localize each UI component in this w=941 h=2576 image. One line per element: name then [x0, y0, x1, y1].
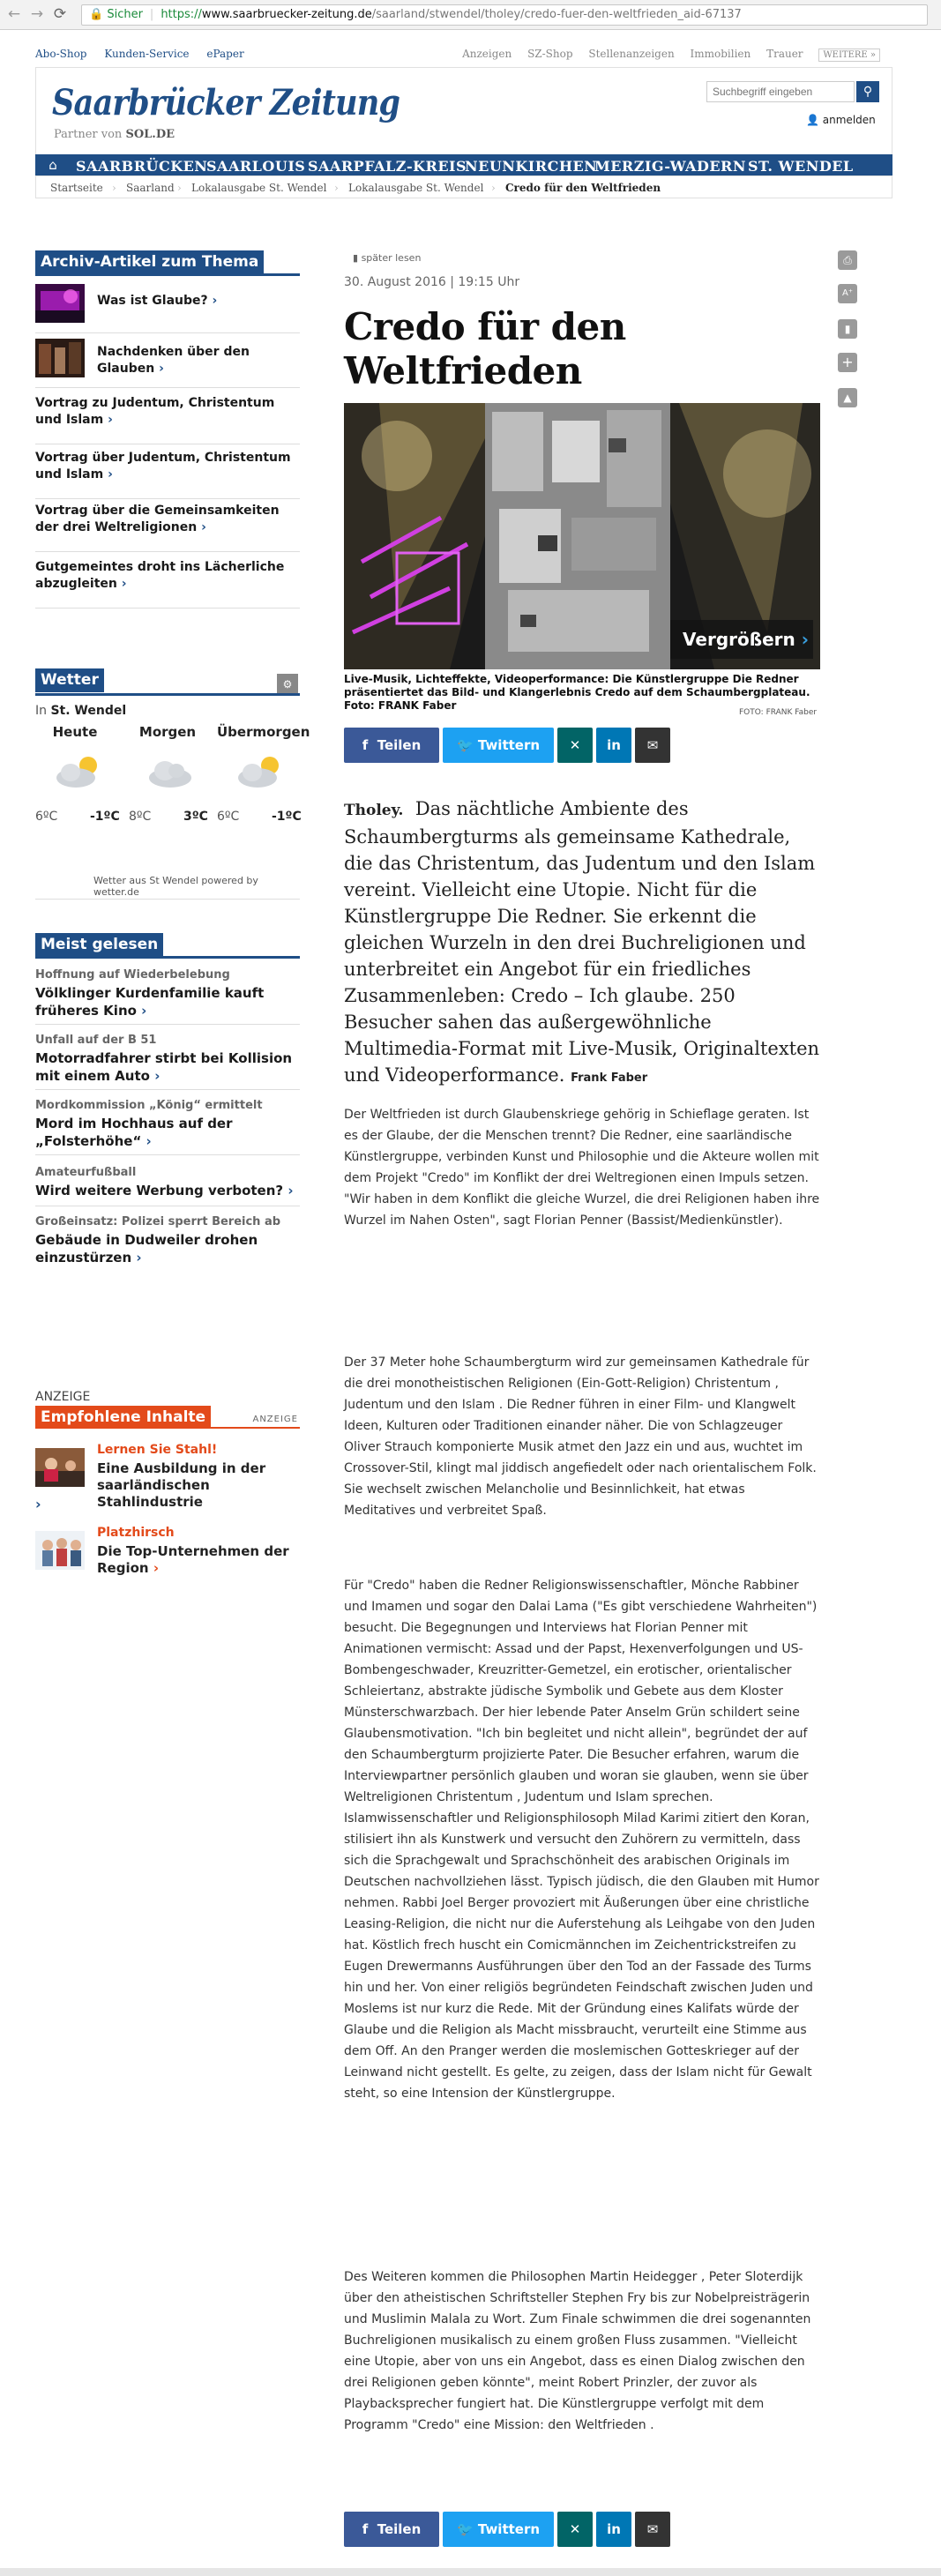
- epaper-link[interactable]: ePaper: [206, 48, 244, 60]
- archive-item-title: Vortrag über Judentum, Christentum und Islam: [35, 451, 291, 482]
- site-logo[interactable]: Saarbrücker Zeitung: [52, 82, 400, 123]
- nav-saarbruecken[interactable]: SAARBRÜCKEN: [76, 158, 208, 175]
- twitter-icon: 🐦: [456, 2521, 474, 2537]
- mail-share-button[interactable]: [635, 728, 670, 763]
- lock-icon: 🔒: [89, 8, 104, 21]
- mail-icon: ✉: [646, 737, 659, 753]
- crumb-current: Credo für den Weltfrieden: [505, 182, 661, 194]
- url-host: www.saarbruecker-zeitung.de: [201, 8, 372, 21]
- temp-min: 3ºC: [183, 810, 208, 824]
- promo-title-text: Die Top-Unternehmen der Region: [97, 1543, 289, 1576]
- home-icon[interactable]: ⌂: [49, 157, 57, 173]
- most-read-title: Wird weitere Werbung verboten?: [35, 1183, 284, 1198]
- article-lead: [344, 795, 820, 1092]
- most-read-item[interactable]: Mordkommission „König“ ermittelt Mord im Hochhaus auf der „Folsterhöhe“ ›: [35, 1097, 300, 1155]
- most-read-kicker: Amateurfußball: [35, 1166, 137, 1179]
- weather-location-prefix: In: [35, 704, 48, 718]
- archive-thumbnail: [35, 284, 85, 323]
- most-read-kicker: Unfall auf der B 51: [35, 1034, 157, 1047]
- search-icon: ⚲: [863, 85, 873, 99]
- image-caption: Live-Musik, Lichteffekte, Videoperformance: Die Künstlergruppe Die Redner präsentiertet das Bild- und Klangerlebnis Credo auf dem Schaumbergplateau. Foto: FRANK Faber: [344, 673, 810, 712]
- browser-toolbar: [0, 0, 941, 30]
- article-headline: Credo für den Weltfrieden: [344, 305, 626, 392]
- article-paragraph: Des Weiteren kommen die Philosophen Martin Heidegger , Peter Sloterdijk über den atheistischen Schriftsteller Stephen Fry bis zur Nobelpreisträgerin und Muslimin Malala zu Wort. Zum Finale schwimmen die drei sogenannten Buchreligionen musikalisch zu einem großen Fluss zusammen. "Vielleicht eine Utopie, aber von uns ein Angebot, dass es einen Dialog zwischen den drei Religionen geben könnte", meint Robert Prinzler, der zuvor als Playbacksprecher fungiert hat. Die Künstlergruppe verfolgt mit dem Programm "Credo" eine Mission: den Weltfrieden .: [344, 2270, 811, 2432]
- recommended-header: [35, 1406, 300, 1429]
- most-read-title: Meist gelesen: [35, 933, 163, 957]
- immobilien-link[interactable]: Immobilien: [690, 48, 751, 60]
- linkedin-icon: in: [607, 737, 621, 753]
- temp-max: 8ºC: [129, 810, 152, 824]
- page-bottom-edge: [0, 2568, 941, 2576]
- nav-saarpfalz-kreis[interactable]: SAARPFALZ-KREIS: [308, 158, 467, 175]
- weitere-button[interactable]: WEITERE »: [818, 49, 880, 62]
- article-paragraph: Der Weltfrieden ist durch Glaubenskriege gehörig in Schieflage geraten. Ist es der Glaube, der die Menschen trennt? Die Redner, eine saarländische Künstlergruppe, verbinden Kunst und Philosophie und die Akteure wollen mit dem Projekt "Credo" im Konflikt der drei Weltregionen einen Impuls setzen. "Wir haben in dem Konflikt die gleiche Wurzel, die drei Religionen haben ihre Wurzel im Nahen Osten", sagt Florian Penner (Bassist/Medienkünstler).: [344, 1108, 820, 1228]
- forward-icon[interactable]: →: [30, 5, 44, 23]
- nav-neunkirchen[interactable]: NEUNKIRCHEN: [465, 158, 598, 175]
- archive-box: [35, 250, 300, 591]
- linkedin-share-button[interactable]: [596, 2512, 631, 2547]
- archive-item[interactable]: Vortrag zu Judentum, Christentum und Islam ›: [35, 392, 300, 444]
- secure-label: Sicher: [107, 8, 143, 21]
- temp-min: -1ºC: [272, 810, 302, 824]
- recommended-ad-tag: ANZEIGE: [252, 1415, 298, 1424]
- main-nav: [35, 154, 892, 175]
- archive-item-title: Gutgemeintes droht ins Lächerliche abzugleiten: [35, 560, 285, 591]
- share-bar: [344, 728, 659, 763]
- location-icon[interactable]: ⚙: [277, 674, 298, 695]
- bookmark-icon[interactable]: ▮: [838, 319, 857, 339]
- twitter-share-label: Twittern: [477, 737, 541, 753]
- utility-bar: [35, 48, 892, 63]
- sun-cloud-icon: [235, 755, 286, 788]
- weather-day: Übermorgen: [217, 724, 310, 740]
- twitter-icon: 🐦: [456, 737, 474, 753]
- url-protocol: https://: [161, 8, 202, 21]
- archive-item-title: Vortrag über die Gemeinsamkeiten der drei Weltreligionen: [35, 504, 280, 534]
- most-read-title: Gebäude in Dudweiler drohen einzustürzen: [35, 1232, 258, 1266]
- article-dateline: Tholey.: [344, 802, 404, 819]
- xing-share-button[interactable]: [557, 728, 593, 763]
- sz-shop-link[interactable]: SZ-Shop: [527, 48, 573, 60]
- search-button[interactable]: [856, 81, 879, 102]
- weather-day: Heute: [52, 724, 98, 740]
- recommended-title: Empfohlene Inhalte: [35, 1406, 211, 1429]
- abo-shop-link[interactable]: Abo-Shop: [35, 48, 87, 60]
- add-icon[interactable]: +: [838, 353, 857, 372]
- archive-item[interactable]: Was ist Glaube? ›: [35, 284, 300, 333]
- address-bar[interactable]: 🔒 Sicher | https://www.saarbruecker-zeitung.de/saarland/stwendel/tholey/credo-fuer-den-weltfrieden_aid-67137: [81, 4, 928, 26]
- weather-location: [35, 704, 126, 718]
- share-bar-bottom: [344, 2512, 659, 2547]
- kunden-service-link[interactable]: Kunden-Service: [104, 48, 190, 60]
- weather-powered-by[interactable]: Wetter aus St Wendel powered by wetter.de: [93, 875, 258, 898]
- xing-share-button[interactable]: [557, 2512, 593, 2547]
- mail-icon: ✉: [646, 2521, 659, 2537]
- most-read-title: Motorradfahrer stirbt bei Kollision mit einem Auto: [35, 1050, 293, 1084]
- temp-min: -1ºC: [90, 810, 120, 824]
- xing-icon: ✕: [569, 2521, 581, 2537]
- temp-max: 6ºC: [217, 810, 240, 824]
- back-icon[interactable]: ←: [7, 5, 21, 23]
- login-link[interactable]: [806, 114, 876, 126]
- archive-item[interactable]: Nachdenken über den Glauben ›: [35, 339, 300, 388]
- article-paragraph: Der 37 Meter hohe Schaumbergturm wird zur gemeinsamen Kathedrale für die drei monotheistischen Religionen (Ein-Gott-Religion) Christentum , Judentum und den Islam . Die Redner führen in einer Film- und Klangwelt Ideen, Kulturen oder Traditionen einander näher. Die von Schlagzeuger Oliver Strauch komponierte Musik atmet den Jazz ein und aus, wuchtet im Crossover-Stil, klingt mal jiddisch angefiedelt oder nach orientalischem Folk. Sie wechselt zwischen Melancholie und Besinnlichkeit, hat etwas Meditatives und verbreitet Spaß.: [344, 1355, 817, 1518]
- read-later-label: später lesen: [361, 252, 422, 264]
- article-author: Frank Faber: [571, 1071, 648, 1085]
- ad-label: ANZEIGE: [35, 1390, 91, 1404]
- mail-share-button[interactable]: [635, 2512, 670, 2547]
- facebook-share-label: Teilen: [377, 2521, 422, 2537]
- anzeigen-link[interactable]: Anzeigen: [462, 48, 512, 60]
- print-icon[interactable]: ⎙: [838, 250, 857, 270]
- bookmark-small-icon: ▮: [353, 252, 359, 264]
- most-read-box: [35, 933, 300, 1266]
- user-icon: 👤: [806, 114, 819, 126]
- promo-kicker: Lernen Sie Stahl!: [97, 1443, 218, 1457]
- facebook-share-button[interactable]: [344, 2512, 439, 2547]
- sun-cloud-icon: [53, 755, 104, 788]
- facebook-icon: f: [362, 2521, 369, 2537]
- enlarge-button[interactable]: Vergrößern ›: [670, 620, 813, 659]
- partner-line: [54, 128, 175, 141]
- article-paragraph: Für "Credo" haben die Redner Religionswissenschaftler, Mönche Rabbiner und Imamen und sogar den Dalai Lama ("Es gibt verschiedene Wahrheiten") besucht. Die Begegnungen und Interviews hat Florian Penner mit Animationen vermischt: Assad und der Papst, Hexenverfolgungen und US-Bombengeschwader, Kreuzritter-Gemetzel, ein erotischer, orientalischer Schleiertanz, abstrakte jüdische Symbolik und Gebete aus dem Kloster Münsterschwarzbach. Der hier lebende Pater Anselm Grün schildert seine Glaubensmotivation. "Ich bin begleitet und nicht allein", begründet der auf den Schaumbergturm projizierte Pater. Die Besucher erfahren, warum die Interviewpartner persönlich glauben und woran sie glauben, wenn sie über Weltreligionen Christentum , Judentum und Islam sprechen. Islamwissenschaftler und Religionsphilosoph Milad Karimi zitiert den Koran, stilisiert ihn als Kunstwerk und versucht den Zuhörern zu vermitteln, dass sich die Sprachgewalt und Sprachschönheit des arabischen Originals im Deutschen nachvollziehen lässt. Typisch jüdisch, die den Glauben mit Humor nehmen. Rabbi Joel Berger provoziert mit Äußerungen über eine christliche Leasing-Religion, die nicht nur die Auferstehung als Leihgabe von den Juden hat. Köstlich frech huscht ein Comicmännchen im Zeichentrickstreifen zu Eugen Drewermanns Ausführungen über den Tod an der Fassade des Turms hin und her. Von einer religiös begründeten Feindschaft zwischen Juden und Moslems ist nur kurz die Rede. Mit der Gründung eines Kalifats würde der Glaube und die Religion als Macht missbraucht, verurteilt eine Stimme aus dem Off. An den Pranger werden die moslemischen Gotteskrieger auf der Leinwand nicht gestellt. Es gelte, zu zeigen, dass der Islam nicht für Gewalt steht, so eine Intension der Künstlergruppe.: [344, 1579, 819, 2101]
- enlarge-label: Vergrößern: [683, 629, 795, 650]
- most-read-item[interactable]: Unfall auf der B 51 Motorradfahrer stirbt bei Kollision mit einem Auto ›: [35, 1032, 300, 1090]
- weather-location-name: St. Wendel: [50, 704, 127, 718]
- crumb-lokalausgabe-2[interactable]: Lokalausgabe St. Wendel: [348, 182, 484, 194]
- partner-name[interactable]: SOL.DE: [125, 128, 176, 141]
- site-header: [35, 67, 892, 155]
- url-path: /saarland/stwendel/tholey/credo-fuer-den-weltfrieden_aid-67137: [371, 8, 742, 21]
- most-read-item[interactable]: Großeinsatz: Polizei sperrt Bereich ab Gebäude in Dudweiler drohen einzustürzen ›: [35, 1215, 281, 1266]
- linkedin-icon: in: [607, 2521, 621, 2537]
- facebook-icon: f: [362, 737, 369, 753]
- twitter-share-button[interactable]: [443, 2512, 554, 2547]
- most-read-kicker: Großeinsatz: Polizei sperrt Bereich ab: [35, 1215, 281, 1228]
- archive-item[interactable]: Gutgemeintes droht ins Lächerliche abzugleiten ›: [35, 554, 300, 609]
- promo-item[interactable]: Lernen Sie Stahl! Eine Ausbildung in der saarländischen Stahlindustrie ›: [35, 1443, 300, 1513]
- trauer-link[interactable]: Trauer: [766, 48, 803, 60]
- read-later-link[interactable]: [353, 252, 421, 264]
- weather-widget: [35, 668, 310, 900]
- weather-title: Wetter: [35, 668, 104, 692]
- linkedin-share-button[interactable]: [596, 728, 631, 763]
- temp-max: 6ºC: [35, 810, 58, 824]
- twitter-share-label: Twittern: [477, 2521, 541, 2537]
- promo-title: Eine Ausbildung in der saarländischen Stahlindustrie: [97, 1460, 266, 1510]
- archive-thumbnail: [35, 339, 85, 377]
- photo-credit: FOTO: FRANK Faber: [739, 708, 818, 717]
- most-read-title: Völklinger Kurdenfamilie kauft früheres Kino: [35, 985, 265, 1019]
- archive-title: Archiv-Artikel zum Thema: [35, 250, 264, 274]
- promo-title: Die Top-Unternehmen der Region ›: [97, 1543, 289, 1576]
- article-date: 30. August 2016 | 19:15 Uhr: [344, 275, 520, 289]
- most-read-kicker: Hoffnung auf Wiederbelebung: [35, 968, 230, 982]
- partner-prefix: Partner von: [54, 128, 123, 141]
- nav-merzig-wadern[interactable]: MERZIG-WADERN: [594, 158, 746, 175]
- weather-day: Morgen: [138, 724, 197, 740]
- archive-item[interactable]: Vortrag über die Gemeinsamkeiten der drei Weltreligionen ›: [35, 501, 300, 552]
- facebook-share-button[interactable]: [344, 728, 439, 763]
- archive-item-title: Vortrag zu Judentum, Christentum und Islam: [35, 396, 275, 427]
- most-read-title: Mord im Hochhaus auf der „Folsterhöhe“: [35, 1116, 233, 1149]
- twitter-share-button[interactable]: [443, 728, 554, 763]
- most-read-item[interactable]: Amateurfußball Wird weitere Werbung verboten? ›: [35, 1164, 300, 1206]
- nav-saarlouis[interactable]: SAARLOUIS: [206, 158, 306, 175]
- stellenanzeigen-link[interactable]: Stellenanzeigen: [588, 48, 675, 60]
- article-lead-text: Das nächtliche Ambiente des Schaumbergturms als gemeinsame Kathedrale, die das Christentum, das Judentum und den Islam vereint. Vielleicht eine Utopie. Nicht für die Künstlergruppe Die Redner. Sie erkennt die gleichen Wurzeln in den drei Buchreligionen und unterbreitet ein Angebot für ein friedliches Zusammenleben: Credo – Ich glaube. 250 Besucher sahen das außergewöhnliche Multimedia-Format mit Live-Musik, Originaltexten und Videoperformance.: [344, 798, 820, 1086]
- cloud-icon: [145, 755, 196, 788]
- promo-image: [35, 1531, 85, 1570]
- xing-icon: ✕: [569, 737, 581, 753]
- archive-item-title: Nachdenken über den Glauben: [97, 345, 250, 376]
- nav-st-wendel[interactable]: ST. WENDEL: [748, 158, 854, 175]
- promo-image: [35, 1448, 85, 1487]
- most-read-kicker: Mordkommission „König“ ermittelt: [35, 1099, 263, 1112]
- promo-kicker: Platzhirsch: [97, 1526, 175, 1540]
- login-label: anmelden: [822, 114, 876, 126]
- archive-item-title: Was ist Glaube?: [97, 294, 208, 308]
- reload-icon[interactable]: ⟳: [53, 5, 67, 23]
- font-size-icon[interactable]: A⁺: [838, 284, 857, 303]
- facebook-share-label: Teilen: [377, 737, 422, 753]
- crumb-saarland[interactable]: Saarland: [126, 182, 175, 194]
- archive-item[interactable]: Vortrag über Judentum, Christentum und Islam ›: [35, 446, 300, 499]
- promo-item[interactable]: [35, 1526, 300, 1579]
- chevron-up-icon[interactable]: ▲: [838, 388, 857, 407]
- crumb-startseite[interactable]: Startseite: [50, 182, 103, 194]
- crumb-lokalausgabe-1[interactable]: Lokalausgabe St. Wendel: [191, 182, 327, 194]
- search-input[interactable]: [706, 81, 855, 102]
- breadcrumb: Startseite › Saarland › Lokalausgabe St. Wendel › Lokalausgabe St. Wendel › Credo für den Weltfrieden: [35, 175, 892, 198]
- most-read-item[interactable]: Hoffnung auf Wiederbelebung Völklinger Kurdenfamilie kauft früheres Kino ›: [35, 967, 300, 1025]
